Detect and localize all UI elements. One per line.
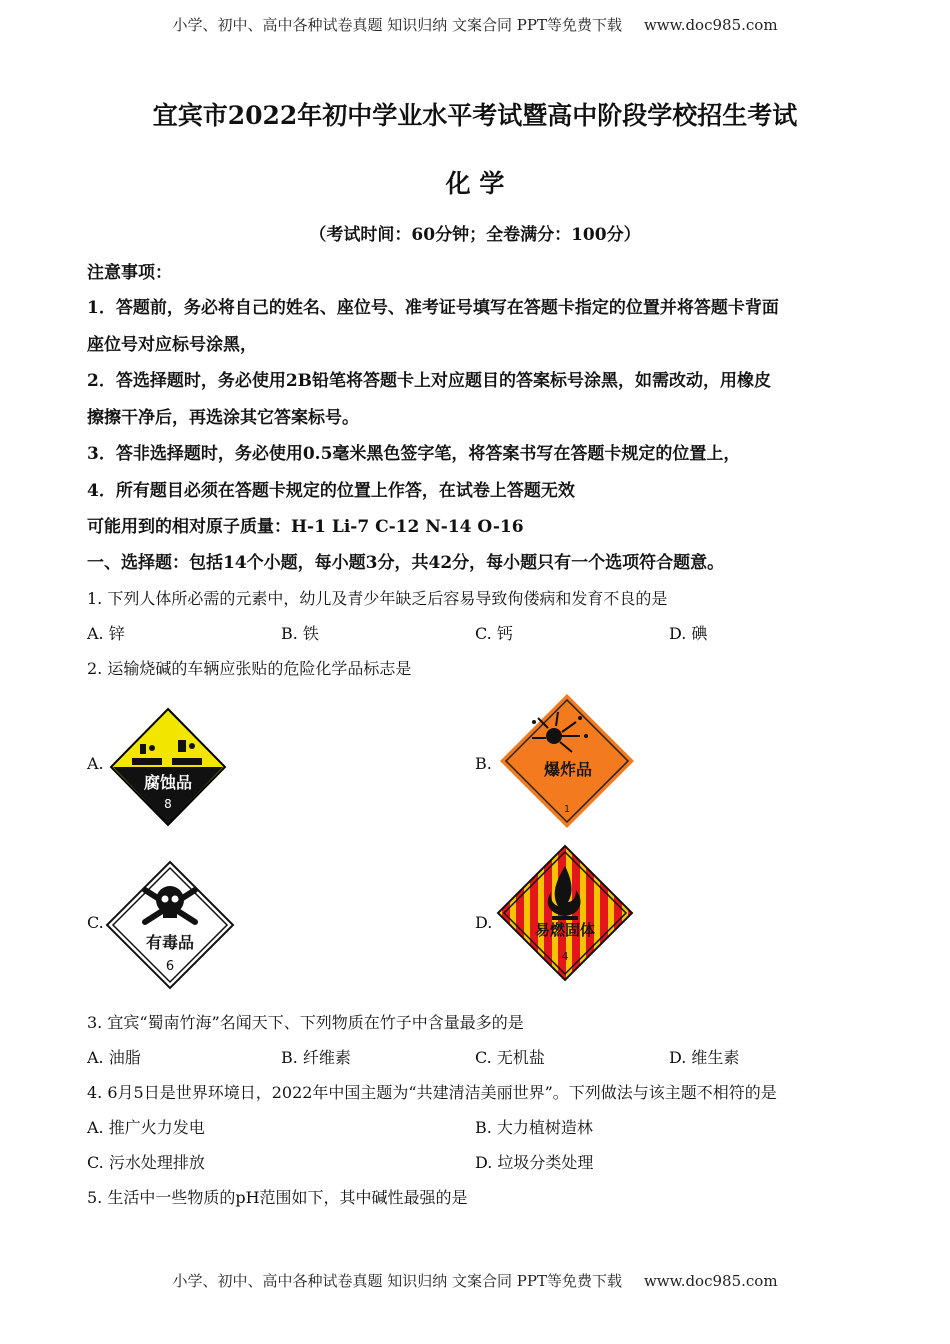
q4-option-b: B. 大力植树造林 — [475, 1118, 593, 1137]
explosive-sign-label: 爆炸品 — [543, 760, 593, 779]
q1-option-b: B. 铁 — [281, 624, 319, 643]
q3-option-b: B. 纤维素 — [281, 1048, 351, 1067]
atomic-mass: 可能用到的相对原子质量：H-1 Li-7 C-12 N-14 O-16 — [87, 517, 524, 537]
q2-label-d: D. — [475, 913, 493, 932]
explosive-sign — [498, 692, 636, 830]
question-2-stem: 2. 运输烧碱的车辆应张贴的危险化学品标志是 — [87, 659, 412, 678]
q1-option-a: A. 锌 — [87, 624, 125, 643]
question-3-stem: 3. 宜宾“蜀南竹海”名闻天下、下列物质在竹子中含量最多的是 — [87, 1013, 524, 1032]
q4-option-c: C. 污水处理排放 — [87, 1153, 205, 1172]
explosive-sign-number: 1 — [563, 804, 571, 815]
toxic-sign-label: 有毒品 — [145, 933, 195, 952]
q1-option-c: C. 钙 — [475, 624, 513, 643]
footer-site[interactable]: www.doc985.com — [643, 1272, 778, 1290]
q1-option-d: D. 碘 — [669, 624, 708, 643]
header-text: 小学、初中、高中各种试卷真题 知识归纳 文案合同 PPT等免费下载 — [172, 16, 622, 34]
question-4-stem: 4. 6月5日是世界环境日，2022年中国主题为“共建清洁美丽世界”。下列做法与该主题不相符的是 — [87, 1083, 777, 1102]
note-line: 座位号对应标号涂黑， — [87, 335, 257, 355]
footer-text: 小学、初中、高中各种试卷真题 知识归纳 文案合同 PPT等免费下载 — [172, 1272, 622, 1290]
note-line: 1．答题前，务必将自己的姓名、座位号、准考证号填写在答题卡指定的位置并将答题卡背面 — [87, 298, 779, 318]
section-heading: 一、选择题：包括14个小题，每小题3分，共42分，每小题只有一个选项符合题意。 — [87, 553, 725, 573]
page-header — [0, 14, 950, 35]
q4-option-d: D. 垃圾分类处理 — [475, 1153, 594, 1172]
header-site[interactable]: www.doc985.com — [643, 16, 778, 34]
page-footer — [0, 1270, 950, 1291]
toxic-sign — [105, 860, 235, 990]
note-line: 4．所有题目必须在答题卡规定的位置上作答，在试卷上答题无效 — [87, 481, 575, 501]
question-5-stem: 5. 生活中一些物质的pH范围如下，其中碱性最强的是 — [87, 1188, 468, 1207]
q3-option-d: D. 维生素 — [669, 1048, 740, 1067]
q3-option-c: C. 无机盐 — [475, 1048, 545, 1067]
exam-title: 宜宾市2022年初中学业水平考试暨高中阶段学校招生考试 — [152, 101, 798, 130]
q4-option-a: A. 推广火力发电 — [87, 1118, 205, 1137]
flammable-solid-sign-number: 4 — [561, 950, 569, 963]
note-line: 擦擦干净后，再选涂其它答案标号。 — [87, 408, 359, 428]
corrosive-sign — [108, 706, 228, 828]
question-1-stem: 1. 下列人体所必需的元素中，幼儿及青少年缺乏后容易导致佝偻病和发育不良的是 — [87, 589, 668, 608]
corrosive-sign-number: 8 — [164, 797, 172, 811]
note-line: 2．答选择题时，务必使用2B铅笔将答题卡上对应题目的答案标号涂黑，如需改动，用橡皮 — [87, 371, 772, 391]
exam-info: （考试时间：60分钟；全卷满分：100分） — [309, 225, 641, 245]
notes-heading: 注意事项： — [87, 263, 172, 283]
q2-label-c: C. — [87, 913, 104, 932]
q3-option-a: A. 油脂 — [87, 1048, 141, 1067]
toxic-sign-number: 6 — [165, 959, 175, 974]
corrosive-sign-label: 腐蚀品 — [143, 773, 193, 792]
flammable-solid-sign — [496, 844, 634, 982]
subject-title: 化 学 — [445, 169, 505, 198]
q2-label-b: B. — [475, 754, 492, 773]
note-line: 3．答非选择题时，务必使用0.5毫米黑色签字笔，将答案书写在答题卡规定的位置上， — [87, 444, 741, 464]
flammable-solid-sign-label: 易燃固体 — [534, 921, 596, 939]
q2-label-a: A. — [87, 754, 104, 773]
